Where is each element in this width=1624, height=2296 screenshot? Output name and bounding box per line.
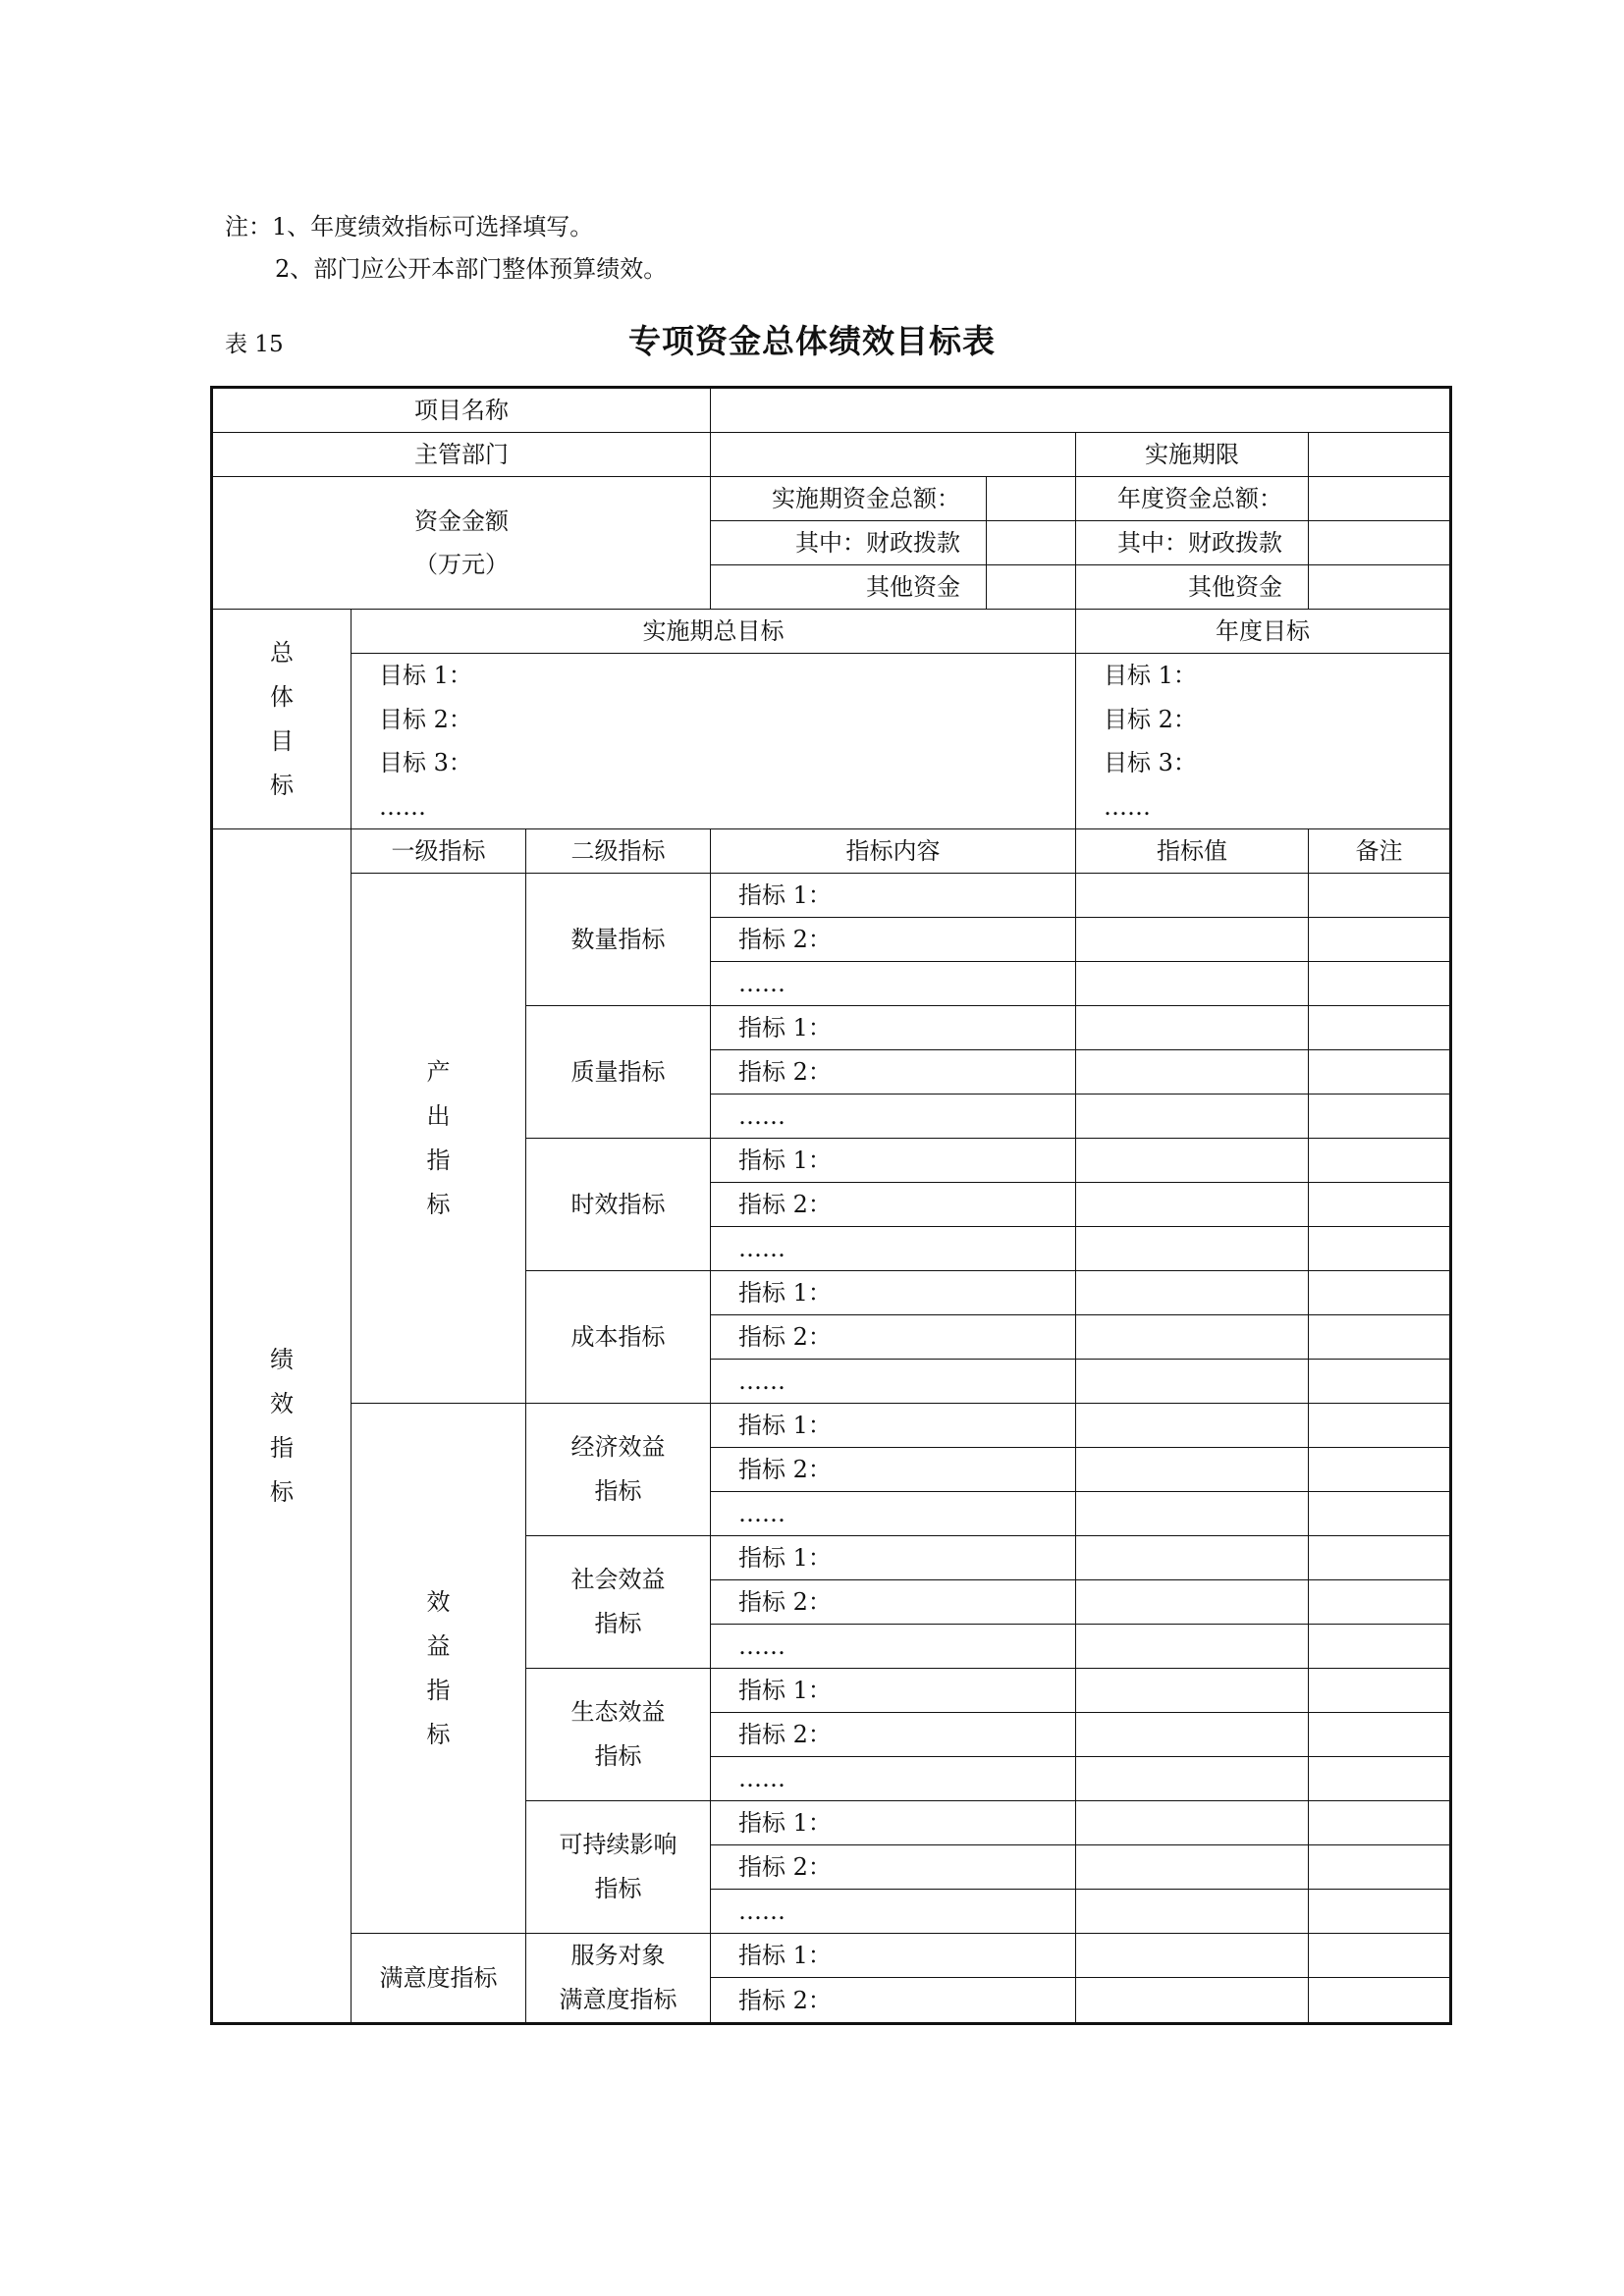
indicator-remark[interactable]: [1309, 1580, 1451, 1625]
period-fiscal-label: 其中：财政拨款: [711, 521, 987, 565]
indicator-value[interactable]: [1076, 918, 1309, 962]
indicator-item: ……: [711, 1095, 1076, 1139]
department-value[interactable]: [711, 433, 1076, 477]
indicator-item: ……: [711, 1360, 1076, 1404]
indicator-item: 指标 2：: [711, 1050, 1076, 1095]
indicator-remark[interactable]: [1309, 1757, 1451, 1801]
perf-indicator-label: [212, 829, 352, 2024]
social-indicator: [526, 1536, 711, 1669]
overall-goal-label: [212, 610, 352, 829]
benefit-char: 效: [426, 1587, 451, 1616]
indicator-value[interactable]: [1076, 1404, 1309, 1448]
annual-other-label: 其他资金: [1076, 565, 1309, 610]
benefit-char: 标: [426, 1720, 451, 1748]
ecological-line2: 指标: [594, 1742, 642, 1770]
period-other-label: 其他资金: [711, 565, 987, 610]
indicator-value[interactable]: [1076, 1669, 1309, 1713]
output-indicator-label: [352, 874, 526, 1404]
indicator-item: 指标 1：: [711, 1536, 1076, 1580]
funds-label-line2: （万元）: [414, 551, 510, 578]
perf-char: 指: [270, 1433, 294, 1462]
indicator-value[interactable]: [1076, 1271, 1309, 1315]
indicator-value[interactable]: [1076, 1580, 1309, 1625]
service-satisfaction-indicator: [526, 1934, 711, 2024]
target-line: 目标 1：: [1104, 662, 1197, 689]
indicator-value[interactable]: [1076, 1183, 1309, 1227]
indicator-value[interactable]: [1076, 1139, 1309, 1183]
project-name-label: 项目名称: [212, 388, 711, 433]
target-line: 目标 2：: [1104, 705, 1197, 733]
indicator-value[interactable]: [1076, 1801, 1309, 1845]
indicator-item: 指标 1：: [711, 1404, 1076, 1448]
indicator-remark[interactable]: [1309, 1271, 1451, 1315]
note-line-2: 2、部门应公开本部门整体预算绩效。: [275, 255, 668, 283]
ecological-indicator: [526, 1669, 711, 1801]
indicator-value[interactable]: [1076, 1934, 1309, 1978]
indicator-value[interactable]: [1076, 1536, 1309, 1580]
indicator-value[interactable]: [1076, 1095, 1309, 1139]
sustainable-line2: 指标: [594, 1875, 642, 1902]
indicator-item: 指标 1：: [711, 1006, 1076, 1050]
perf-char: 标: [270, 1477, 294, 1506]
funds-label: [212, 477, 711, 610]
indicator-remark[interactable]: [1309, 1050, 1451, 1095]
col-value-header: 指标值: [1076, 829, 1309, 874]
social-line1: 社会效益: [570, 1566, 666, 1593]
indicator-remark[interactable]: [1309, 1669, 1451, 1713]
service-line2: 满意度指标: [559, 1986, 677, 2013]
annual-total-value[interactable]: [1309, 477, 1451, 521]
indicator-item: 指标 1：: [711, 1801, 1076, 1845]
indicator-item: 指标 2：: [711, 1448, 1076, 1492]
target-line: 目标 3：: [379, 749, 472, 776]
indicator-remark[interactable]: [1309, 1713, 1451, 1757]
social-line2: 指标: [594, 1610, 642, 1637]
col-remark-header: 备注: [1309, 829, 1451, 874]
perf-char: 效: [270, 1389, 294, 1417]
target-line: 目标 2：: [379, 705, 472, 733]
col-level2-header: 二级指标: [526, 829, 711, 874]
indicator-value[interactable]: [1076, 1315, 1309, 1360]
annual-goal-content[interactable]: [1076, 654, 1451, 829]
annual-fiscal-label: 其中：财政拨款: [1076, 521, 1309, 565]
indicator-item: 指标 2：: [711, 1978, 1076, 2024]
period-total-value[interactable]: [987, 477, 1076, 521]
overall-char: 总: [270, 638, 294, 667]
output-char: 出: [426, 1101, 451, 1130]
overall-char: 体: [270, 682, 294, 711]
target-line: 目标 3：: [1104, 749, 1197, 776]
document-title: 专项资金总体绩效目标表: [628, 322, 996, 360]
indicator-value[interactable]: [1076, 1890, 1309, 1934]
period-label: 实施期限: [1076, 433, 1309, 477]
indicator-remark[interactable]: [1309, 1227, 1451, 1271]
indicator-remark[interactable]: [1309, 1536, 1451, 1580]
indicator-remark[interactable]: [1309, 1845, 1451, 1890]
indicator-remark[interactable]: [1309, 1095, 1451, 1139]
indicator-value[interactable]: [1076, 962, 1309, 1006]
indicator-item: ……: [711, 1492, 1076, 1536]
indicator-value[interactable]: [1076, 1978, 1309, 2024]
indicator-item: 指标 2：: [711, 918, 1076, 962]
indicator-item: ……: [711, 1625, 1076, 1669]
annual-total-label: 年度资金总额：: [1076, 477, 1309, 521]
benefit-indicator-label: [352, 1404, 526, 1934]
indicator-item: 指标 2：: [711, 1845, 1076, 1890]
col-level1-header: 一级指标: [352, 829, 526, 874]
cost-indicator: 成本指标: [526, 1271, 711, 1404]
indicator-remark[interactable]: [1309, 1404, 1451, 1448]
indicator-remark[interactable]: [1309, 1978, 1451, 2024]
overall-char: 目: [270, 726, 294, 755]
output-char: 指: [426, 1146, 451, 1174]
indicator-item: 指标 1：: [711, 1934, 1076, 1978]
service-line1: 服务对象: [570, 1942, 666, 1969]
indicator-value[interactable]: [1076, 874, 1309, 918]
department-label: 主管部门: [212, 433, 711, 477]
indicator-remark[interactable]: [1309, 1448, 1451, 1492]
satisfaction-indicator: 满意度指标: [352, 1934, 526, 2024]
indicator-value[interactable]: [1076, 1006, 1309, 1050]
col-content-header: 指标内容: [711, 829, 1076, 874]
timeliness-indicator: 时效指标: [526, 1139, 711, 1271]
indicator-remark[interactable]: [1309, 918, 1451, 962]
indicator-remark[interactable]: [1309, 1801, 1451, 1845]
target-line: ……: [379, 792, 426, 821]
performance-goal-table: [210, 386, 1452, 2025]
indicator-item: 指标 2：: [711, 1580, 1076, 1625]
economic-indicator: [526, 1404, 711, 1536]
quantity-indicator: 数量指标: [526, 874, 711, 1006]
note-line-1: 注：1、年度绩效指标可选择填写。: [225, 213, 594, 240]
period-fiscal-value[interactable]: [987, 521, 1076, 565]
indicator-item: ……: [711, 1227, 1076, 1271]
overall-char: 标: [270, 771, 294, 799]
indicator-item: 指标 1：: [711, 874, 1076, 918]
quality-indicator: 质量指标: [526, 1006, 711, 1139]
indicator-item: 指标 1：: [711, 1669, 1076, 1713]
indicator-value[interactable]: [1076, 1492, 1309, 1536]
output-char: 产: [426, 1057, 451, 1086]
period-goal-content[interactable]: [352, 654, 1076, 829]
indicator-item: ……: [711, 962, 1076, 1006]
indicator-value[interactable]: [1076, 1360, 1309, 1404]
indicator-item: 指标 2：: [711, 1183, 1076, 1227]
output-char: 标: [426, 1190, 451, 1218]
indicator-remark[interactable]: [1309, 1006, 1451, 1050]
indicator-remark[interactable]: [1309, 1492, 1451, 1536]
indicator-item: 指标 1：: [711, 1139, 1076, 1183]
period-goal-header: 实施期总目标: [352, 610, 1076, 654]
period-total-label: 实施期资金总额：: [711, 477, 987, 521]
perf-char: 绩: [270, 1345, 294, 1373]
ecological-line1: 生态效益: [570, 1698, 666, 1726]
indicator-remark[interactable]: [1309, 1315, 1451, 1360]
annual-goal-header: 年度目标: [1076, 610, 1451, 654]
indicator-value[interactable]: [1076, 1050, 1309, 1095]
economic-line2: 指标: [594, 1477, 642, 1505]
indicator-remark[interactable]: [1309, 1183, 1451, 1227]
period-other-value[interactable]: [987, 565, 1076, 610]
benefit-char: 益: [426, 1631, 451, 1660]
indicator-remark[interactable]: [1309, 1934, 1451, 1978]
sustainable-line1: 可持续影响: [559, 1831, 677, 1858]
annual-other-value[interactable]: [1309, 565, 1451, 610]
indicator-remark[interactable]: [1309, 962, 1451, 1006]
project-name-value[interactable]: [711, 388, 1451, 433]
indicator-remark[interactable]: [1309, 1625, 1451, 1669]
indicator-value[interactable]: [1076, 1448, 1309, 1492]
annual-fiscal-value[interactable]: [1309, 521, 1451, 565]
sustainable-indicator: [526, 1801, 711, 1934]
indicator-item: 指标 2：: [711, 1315, 1076, 1360]
indicator-remark[interactable]: [1309, 1890, 1451, 1934]
target-line: 目标 1：: [379, 662, 472, 689]
indicator-item: 指标 2：: [711, 1713, 1076, 1757]
period-value[interactable]: [1309, 433, 1451, 477]
table-number: 表 15: [225, 332, 284, 357]
indicator-value[interactable]: [1076, 1713, 1309, 1757]
indicator-value[interactable]: [1076, 1757, 1309, 1801]
indicator-remark[interactable]: [1309, 874, 1451, 918]
indicator-value[interactable]: [1076, 1625, 1309, 1669]
indicator-item: 指标 1：: [711, 1271, 1076, 1315]
indicator-value[interactable]: [1076, 1227, 1309, 1271]
indicator-remark[interactable]: [1309, 1360, 1451, 1404]
economic-line1: 经济效益: [570, 1433, 666, 1461]
indicator-item: ……: [711, 1890, 1076, 1934]
funds-label-line1: 资金金额: [414, 507, 510, 535]
benefit-char: 指: [426, 1676, 451, 1704]
indicator-remark[interactable]: [1309, 1139, 1451, 1183]
indicator-value[interactable]: [1076, 1845, 1309, 1890]
target-line: ……: [1104, 792, 1152, 821]
indicator-item: ……: [711, 1757, 1076, 1801]
